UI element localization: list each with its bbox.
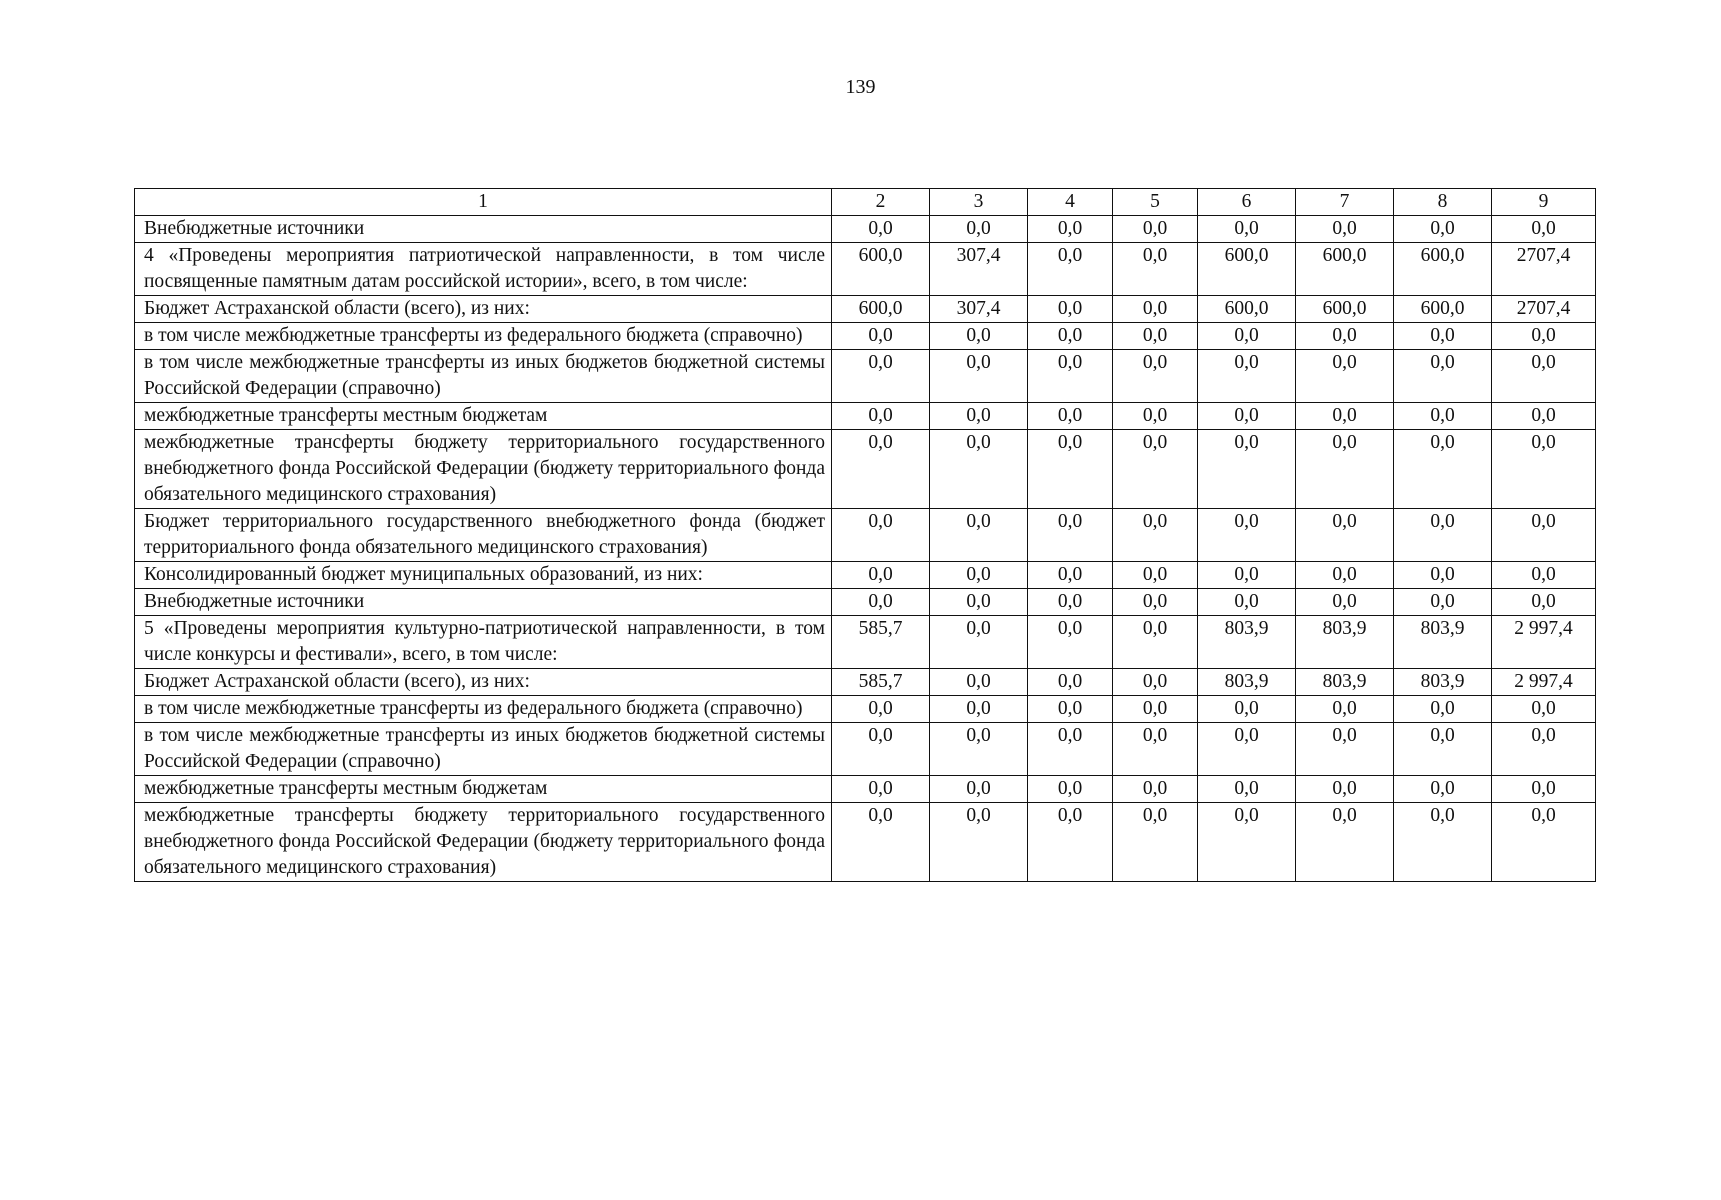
table-row: [135, 403, 1596, 430]
row-value: 307,4: [930, 296, 1028, 323]
row-value: 0,0: [1394, 723, 1492, 776]
row-value: 0,0: [1028, 803, 1113, 882]
row-value: 0,0: [930, 589, 1028, 616]
row-label: межбюджетные трансферты местным бюджетам: [135, 776, 832, 803]
row-value: 0,0: [930, 350, 1028, 403]
table-row: [135, 589, 1596, 616]
row-value: 0,0: [1492, 403, 1596, 430]
row-label: в том числе межбюджетные трансферты из иных бюджетов бюджетной системы Российской Федерации (справочно): [135, 350, 832, 403]
row-value: 0,0: [1394, 430, 1492, 509]
row-value: 0,0: [1296, 430, 1394, 509]
table-row: [135, 803, 1596, 882]
row-value: 2 997,4: [1492, 616, 1596, 669]
row-value: 0,0: [1492, 562, 1596, 589]
row-value: 0,0: [1113, 616, 1198, 669]
row-value: 0,0: [1198, 589, 1296, 616]
row-value: 600,0: [832, 243, 930, 296]
row-value: 0,0: [1028, 216, 1113, 243]
row-value: 0,0: [1198, 350, 1296, 403]
row-value: 803,9: [1296, 616, 1394, 669]
row-value: 0,0: [1296, 589, 1394, 616]
row-value: 803,9: [1198, 669, 1296, 696]
row-value: 0,0: [1113, 696, 1198, 723]
row-value: 0,0: [1296, 803, 1394, 882]
row-value: 0,0: [1492, 430, 1596, 509]
row-value: 0,0: [832, 696, 930, 723]
table-row: [135, 776, 1596, 803]
row-label: Внебюджетные источники: [135, 589, 832, 616]
row-value: 0,0: [1394, 509, 1492, 562]
row-value: 0,0: [1028, 723, 1113, 776]
row-value: 0,0: [1492, 776, 1596, 803]
row-value: 307,4: [930, 243, 1028, 296]
row-value: 0,0: [1492, 696, 1596, 723]
row-value: 0,0: [1296, 323, 1394, 350]
row-value: 600,0: [832, 296, 930, 323]
table-row: [135, 350, 1596, 403]
row-value: 0,0: [1394, 216, 1492, 243]
row-value: 0,0: [1113, 776, 1198, 803]
row-value: 0,0: [832, 589, 930, 616]
table-row: [135, 296, 1596, 323]
row-value: 0,0: [1492, 216, 1596, 243]
row-label: Консолидированный бюджет муниципальных образований, из них:: [135, 562, 832, 589]
row-value: 0,0: [832, 562, 930, 589]
column-header: 8: [1394, 189, 1492, 216]
row-value: 0,0: [1113, 562, 1198, 589]
row-value: 585,7: [832, 616, 930, 669]
row-value: 0,0: [832, 323, 930, 350]
row-value: 0,0: [1113, 323, 1198, 350]
row-value: 0,0: [832, 403, 930, 430]
column-header: 6: [1198, 189, 1296, 216]
row-value: 0,0: [1028, 323, 1113, 350]
row-value: 0,0: [1296, 776, 1394, 803]
table-row: [135, 243, 1596, 296]
row-value: 600,0: [1198, 243, 1296, 296]
row-value: 0,0: [1492, 803, 1596, 882]
row-label: межбюджетные трансферты местным бюджетам: [135, 403, 832, 430]
row-value: 0,0: [930, 430, 1028, 509]
row-value: 0,0: [1198, 723, 1296, 776]
row-value: 600,0: [1296, 243, 1394, 296]
table-row: [135, 216, 1596, 243]
table-row: [135, 723, 1596, 776]
row-label: межбюджетные трансферты бюджету территориального государственного внебюджетного фонда Российской Федерации (бюджету территориального фонда обязательного медицинского страхования): [135, 430, 832, 509]
row-value: 600,0: [1198, 296, 1296, 323]
row-value: 0,0: [832, 803, 930, 882]
table-row: [135, 430, 1596, 509]
row-label: межбюджетные трансферты бюджету территориального государственного внебюджетного фонда Российской Федерации (бюджету территориального фонда обязательного медицинского страхования): [135, 803, 832, 882]
table-row: [135, 323, 1596, 350]
column-header: 3: [930, 189, 1028, 216]
row-value: 0,0: [1198, 430, 1296, 509]
row-value: 0,0: [1198, 216, 1296, 243]
row-value: 0,0: [832, 723, 930, 776]
row-value: 0,0: [930, 216, 1028, 243]
row-value: 2707,4: [1492, 296, 1596, 323]
row-value: 0,0: [1198, 776, 1296, 803]
row-value: 0,0: [1028, 696, 1113, 723]
table-row: [135, 669, 1596, 696]
row-value: 0,0: [930, 403, 1028, 430]
column-header: 9: [1492, 189, 1596, 216]
row-value: 0,0: [1394, 562, 1492, 589]
row-value: 0,0: [1492, 323, 1596, 350]
table-row: [135, 509, 1596, 562]
row-value: 0,0: [1028, 296, 1113, 323]
row-value: 0,0: [1028, 562, 1113, 589]
row-value: 0,0: [1394, 350, 1492, 403]
row-value: 0,0: [1113, 403, 1198, 430]
row-value: 0,0: [1492, 350, 1596, 403]
row-value: 0,0: [1113, 243, 1198, 296]
row-label: в том числе межбюджетные трансферты из федерального бюджета (справочно): [135, 696, 832, 723]
row-value: 0,0: [1113, 296, 1198, 323]
table-row: [135, 616, 1596, 669]
row-value: 0,0: [1113, 723, 1198, 776]
row-value: 803,9: [1198, 616, 1296, 669]
row-value: 803,9: [1296, 669, 1394, 696]
row-value: 0,0: [1394, 776, 1492, 803]
row-value: 0,0: [1028, 776, 1113, 803]
page-number: 139: [845, 76, 876, 98]
row-value: 0,0: [1492, 589, 1596, 616]
row-value: 0,0: [1296, 509, 1394, 562]
row-value: 0,0: [930, 323, 1028, 350]
row-value: 0,0: [930, 723, 1028, 776]
table-row: [135, 562, 1596, 589]
row-value: 0,0: [930, 669, 1028, 696]
row-value: 0,0: [1198, 403, 1296, 430]
row-value: 0,0: [1113, 509, 1198, 562]
row-value: 0,0: [1394, 803, 1492, 882]
row-value: 0,0: [1296, 216, 1394, 243]
row-value: 0,0: [1028, 350, 1113, 403]
row-value: 600,0: [1296, 296, 1394, 323]
row-value: 0,0: [1394, 403, 1492, 430]
row-value: 0,0: [930, 776, 1028, 803]
row-value: 0,0: [1113, 216, 1198, 243]
row-value: 0,0: [1198, 323, 1296, 350]
row-value: 0,0: [1198, 696, 1296, 723]
row-value: 0,0: [1028, 403, 1113, 430]
row-value: 0,0: [1394, 323, 1492, 350]
column-header: 1: [135, 189, 832, 216]
column-header: 5: [1113, 189, 1198, 216]
row-value: 0,0: [930, 562, 1028, 589]
row-value: 600,0: [1394, 296, 1492, 323]
row-value: 0,0: [1296, 723, 1394, 776]
row-value: 2707,4: [1492, 243, 1596, 296]
row-label: в том числе межбюджетные трансферты из федерального бюджета (справочно): [135, 323, 832, 350]
row-value: 0,0: [1492, 509, 1596, 562]
row-value: 0,0: [1198, 803, 1296, 882]
row-label: 5 «Проведены мероприятия культурно-патриотической направленности, в том числе конкурсы и фестивали», всего, в том числе:: [135, 616, 832, 669]
row-value: 600,0: [1394, 243, 1492, 296]
row-value: 0,0: [832, 216, 930, 243]
column-header: 4: [1028, 189, 1113, 216]
row-value: 0,0: [1028, 430, 1113, 509]
row-value: 2 997,4: [1492, 669, 1596, 696]
row-value: 0,0: [1113, 430, 1198, 509]
row-value: 0,0: [832, 430, 930, 509]
row-value: 0,0: [832, 776, 930, 803]
row-label: в том числе межбюджетные трансферты из иных бюджетов бюджетной системы Российской Федерации (справочно): [135, 723, 832, 776]
row-value: 0,0: [1113, 669, 1198, 696]
budget-table: [134, 188, 1596, 882]
row-value: 803,9: [1394, 616, 1492, 669]
row-value: 0,0: [1296, 403, 1394, 430]
row-value: 0,0: [832, 509, 930, 562]
row-value: 803,9: [1394, 669, 1492, 696]
row-value: 0,0: [1113, 589, 1198, 616]
row-value: 0,0: [1113, 803, 1198, 882]
row-value: 0,0: [1028, 589, 1113, 616]
row-value: 0,0: [1296, 562, 1394, 589]
row-label: Внебюджетные источники: [135, 216, 832, 243]
row-value: 0,0: [1394, 589, 1492, 616]
row-label: Бюджет территориального государственного внебюджетного фонда (бюджет территориального фонда обязательного медицинского страхования): [135, 509, 832, 562]
table-body: [135, 216, 1596, 882]
row-value: 0,0: [930, 696, 1028, 723]
row-label: Бюджет Астраханской области (всего), из них:: [135, 669, 832, 696]
table-row: [135, 696, 1596, 723]
row-value: 0,0: [1028, 669, 1113, 696]
row-value: 0,0: [930, 803, 1028, 882]
row-value: 0,0: [1028, 616, 1113, 669]
row-value: 0,0: [1113, 350, 1198, 403]
row-value: 0,0: [1296, 350, 1394, 403]
row-value: 0,0: [1296, 696, 1394, 723]
row-value: 0,0: [930, 509, 1028, 562]
header-row: [135, 189, 1596, 216]
row-value: 0,0: [1492, 723, 1596, 776]
row-value: 0,0: [1198, 562, 1296, 589]
row-value: 0,0: [832, 350, 930, 403]
row-label: Бюджет Астраханской области (всего), из них:: [135, 296, 832, 323]
column-header: 2: [832, 189, 930, 216]
column-header: 7: [1296, 189, 1394, 216]
row-value: 0,0: [1028, 509, 1113, 562]
row-value: 0,0: [1394, 696, 1492, 723]
row-value: 585,7: [832, 669, 930, 696]
row-value: 0,0: [1198, 509, 1296, 562]
row-label: 4 «Проведены мероприятия патриотической направленности, в том числе посвященные памятным датам российской истории», всего, в том числе:: [135, 243, 832, 296]
row-value: 0,0: [930, 616, 1028, 669]
row-value: 0,0: [1028, 243, 1113, 296]
